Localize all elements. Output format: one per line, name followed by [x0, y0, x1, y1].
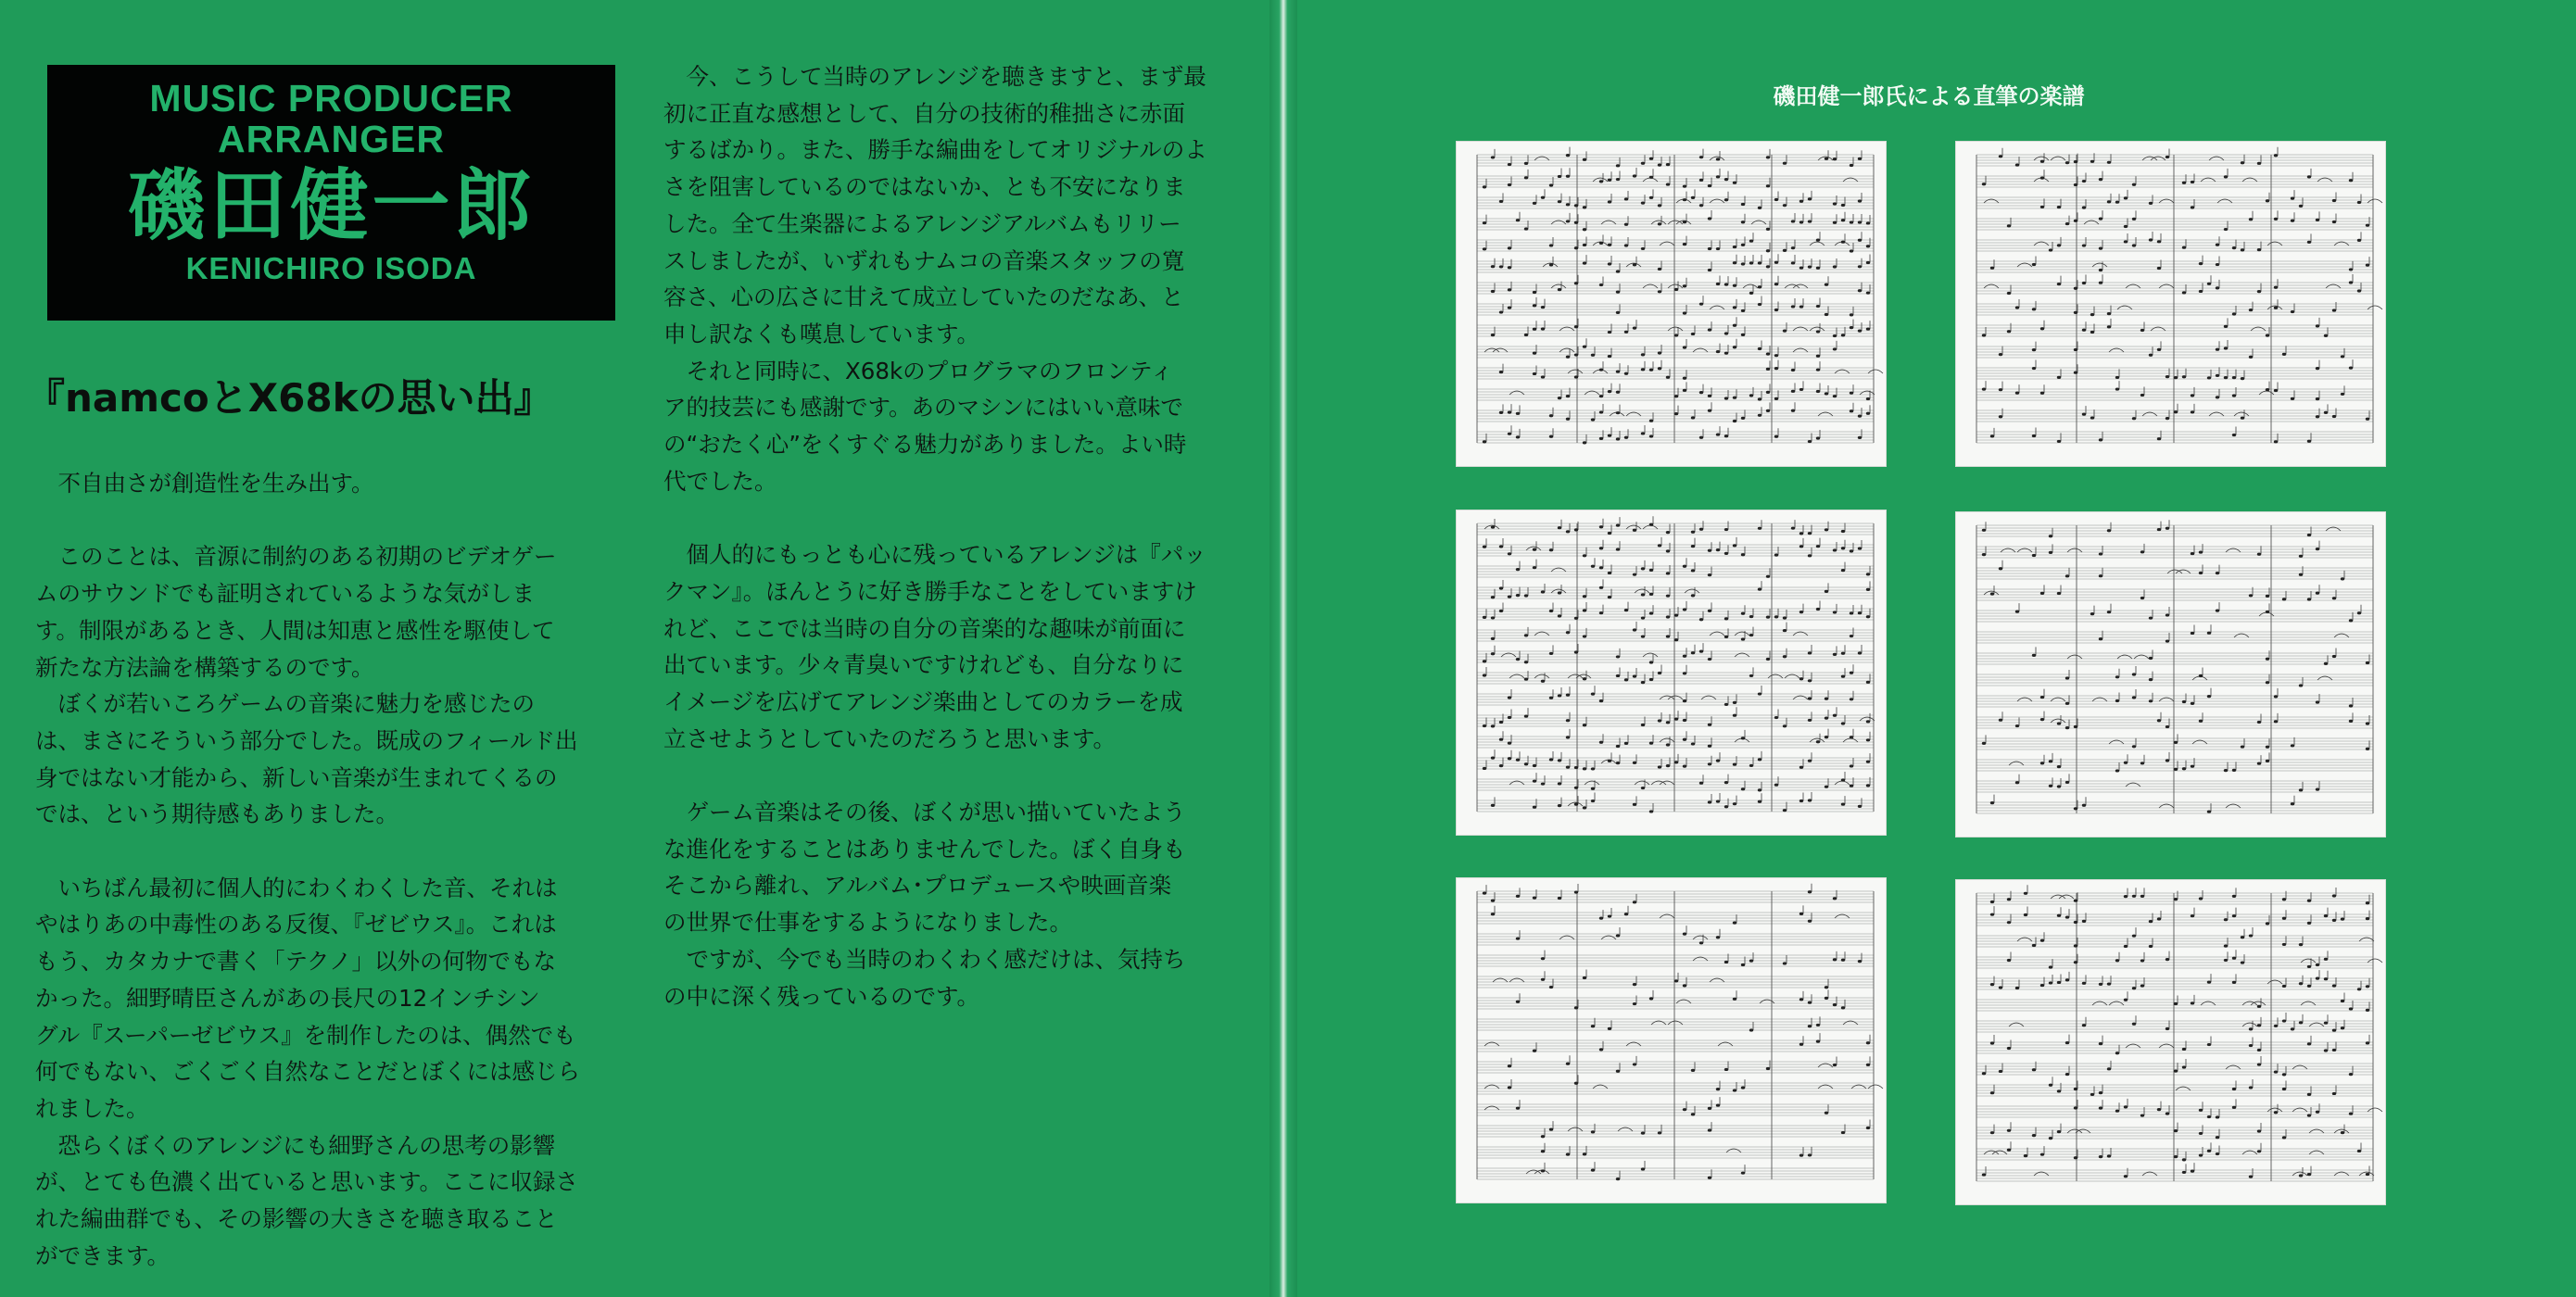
book-spine — [1269, 0, 1297, 1297]
essay-line — [663, 757, 1207, 794]
essay-line: の中に深く残っているのです。 — [663, 982, 980, 1010]
essay-line: それと同時に、X68kのプログラマのフロンティ — [663, 357, 1174, 384]
essay-line: もう、カタカナで書く「テクノ」以外の何物でもな — [35, 948, 557, 976]
essay-line: ムのサウンドでも証明されているような気がしま — [35, 580, 535, 608]
essay-line: ぼくが若いころゲームの音楽に魅力を感じたの — [35, 690, 535, 718]
score-image-2 — [1956, 142, 2385, 466]
score-caption: 磯田健一郎氏による直筆の楽譜 — [1773, 83, 2085, 109]
essay-line: 何でもない、ごくごく自然なことだとぼくには感じら — [35, 1058, 580, 1086]
essay-line — [35, 502, 580, 539]
essay-line: 代でした。 — [663, 467, 777, 495]
essay-line: かった。細野晴臣さんがあの長尺の12インチシン — [35, 984, 540, 1012]
essay-line: す。制限があるとき、人間は知恵と感性を駆使して — [35, 616, 555, 644]
essay-line: した。全て生楽器によるアレンジアルバムもリリー — [663, 209, 1181, 237]
essay-line: 申し訳なくも嘆息しています。 — [663, 320, 980, 347]
essay-line: さを阻害しているのではないか、とも不安になりま — [663, 173, 1186, 201]
artist-name-english: KENICHIRO ISODA — [185, 251, 477, 285]
role-line-2: ARRANGER — [218, 118, 445, 160]
essay-line: 今、こうして当時のアレンジを聴きますと、まず最 — [663, 63, 1206, 90]
essay-line: の世界で仕事をするようになりました。 — [663, 909, 1072, 937]
essay-line: グル『スーパーゼビウス』を制作したのは、偶然でも — [35, 1021, 576, 1049]
essay-line: 容さ、心の広さに甘えて成立していたのだなあ、と — [663, 283, 1184, 311]
essay-line: 恐らくぼくのアレンジにも細野さんの思考の影響 — [35, 1131, 556, 1159]
section-title: 『namcoとX68kの思い出』 — [26, 375, 553, 421]
essay-line: このことは、音源に制約のある初期のビデオゲー — [35, 543, 557, 571]
essay-line: 個人的にもっとも心に残っているアレンジは『パッ — [663, 541, 1206, 569]
essay-line: は、まさにそういう部分でした。既成のフィールド出 — [35, 726, 578, 754]
score-svg-3 — [1457, 510, 1886, 835]
essay-line: れた編曲群でも、その影響の大きさを聴き取ること — [35, 1205, 558, 1233]
score-svg-4 — [1956, 512, 2385, 837]
essay-line: クマン』。ほんとうに好き勝手なことをしていますけ — [663, 577, 1197, 605]
essay-line: スしましたが、いずれもナムコの音楽スタッフの寛 — [663, 246, 1185, 274]
title-box — [47, 65, 615, 321]
essay-line — [663, 499, 1207, 536]
essay-line — [35, 833, 580, 870]
essay-line: 出ています。少々青臭いですけれども、自分なりに — [663, 651, 1184, 679]
essay-column-left — [35, 465, 580, 1274]
essay-line: いちばん最初に個人的にわくわくした音、それは — [35, 874, 558, 901]
essay-line: では、という期待感もありました。 — [35, 800, 398, 828]
artist-name-japanese: 磯田健一郎 — [127, 160, 536, 251]
score-image-6 — [1956, 880, 2385, 1204]
essay-line: ができます。 — [35, 1241, 170, 1269]
essay-line: れど、ここでは当時の自分の音楽的な趣味が前面に — [663, 614, 1186, 642]
essay-line: イメージを広げてアレンジ楽曲としてのカラーを成 — [663, 687, 1183, 715]
score-image-5 — [1457, 878, 1886, 1203]
essay-line: するばかり。また、勝手な編曲をしてオリジナルのよ — [663, 136, 1207, 164]
essay-line: ゲーム音楽はその後、ぼくが思い描いていたよう — [663, 799, 1186, 826]
essay-line: ア的技芸にも感謝です。あのマシンにはいい意味で — [663, 394, 1183, 422]
essay-line: 不自由さが創造性を生み出す。 — [35, 470, 374, 497]
score-image-1 — [1457, 142, 1886, 466]
essay-line: そこから離れ、アルバム･プロデュースや映画音楽 — [663, 872, 1172, 900]
role-line-1: MUSIC PRODUCER — [149, 77, 513, 120]
essay-line: やはりあの中毒性のある反復、『ゼビウス』。これは — [35, 911, 557, 938]
essay-line: 身ではない才能から、新しい音楽が生まれてくるの — [35, 763, 558, 791]
score-svg-5 — [1457, 878, 1886, 1203]
score-image-4 — [1956, 512, 2385, 837]
essay-line: の“おたく心”をくすぐる魅力がありました。よい時 — [663, 431, 1187, 459]
score-image-3 — [1457, 510, 1886, 835]
essay-line: 新たな方法論を構築するのです。 — [35, 653, 374, 681]
left-page — [0, 0, 1282, 1297]
essay-line: が、とても色濃く出ていると思います。ここに収録さ — [35, 1168, 579, 1196]
essay-line: ですが、今でも当時のわくわく感だけは、気持ち — [663, 945, 1186, 973]
essay-line: れました。 — [35, 1094, 149, 1122]
essay-column-middle — [663, 58, 1207, 1014]
score-svg-6 — [1956, 880, 2385, 1204]
score-svg-1 — [1457, 142, 1886, 466]
score-svg-2 — [1956, 142, 2385, 466]
essay-line: な進化をすることはありませんでした。ぼく自身も — [663, 835, 1186, 863]
essay-line: 立させようとしていたのだろうと思います。 — [663, 724, 1117, 752]
essay-line: 初に正直な感想として、自分の技術的稚拙さに赤面 — [663, 99, 1186, 127]
